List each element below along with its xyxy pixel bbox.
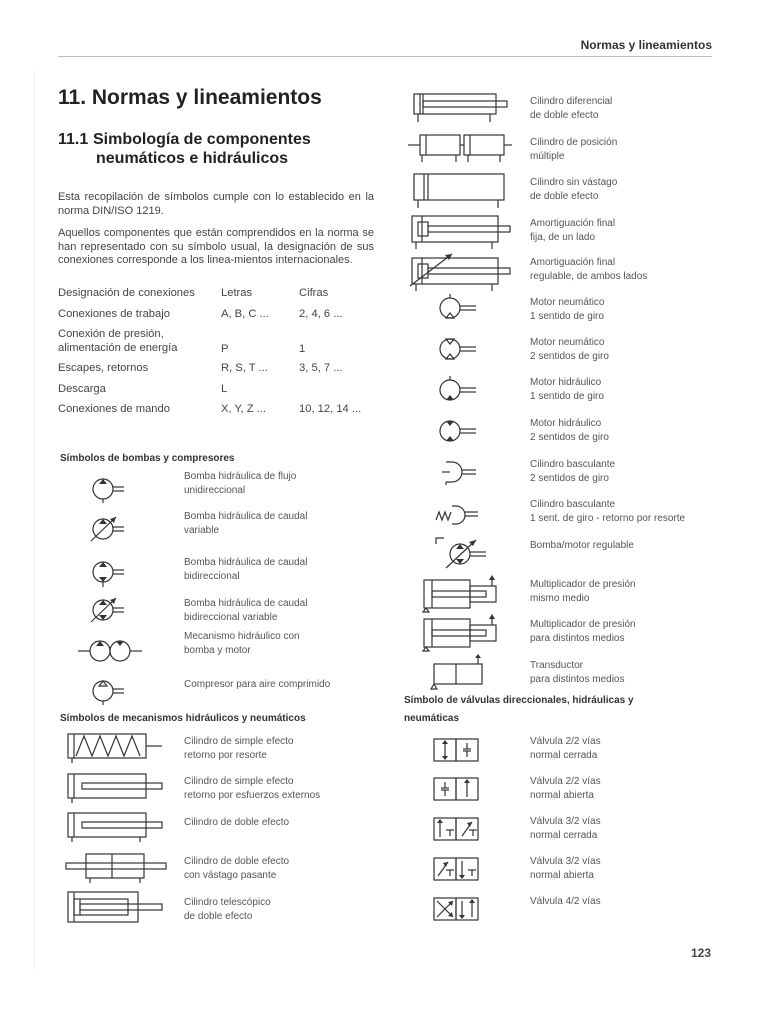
table-cell: 3, 5, 7 ... <box>299 362 343 374</box>
symbol-label-line: Cilindro de posición <box>530 137 618 148</box>
symbol-label <box>530 95 720 122</box>
symbol-label <box>530 256 720 283</box>
valve-3-2-normally-open-icon <box>432 854 482 886</box>
symbol-label-line: retorno por resorte <box>184 749 267 761</box>
symbol-label <box>530 855 720 882</box>
symbol-label-line: Cilindro de doble efecto <box>184 856 290 867</box>
symbol-label <box>530 336 720 363</box>
table-cell: L <box>221 382 228 395</box>
valves-section-title: Símbolo de válvulas direccionales, hidráulicas y <box>404 695 634 706</box>
table-cell: 1 <box>299 343 306 355</box>
table-cell: P <box>221 343 229 355</box>
pump-motor-mechanism-icon <box>78 635 144 667</box>
symbol-label <box>184 735 374 762</box>
bidirectional-pump-icon <box>88 556 128 588</box>
symbol-label-line: Mecanismo hidráulico con <box>184 631 300 642</box>
pumps-section-title: Símbolos de bombas y compresores <box>60 453 235 464</box>
symbol-label-line: Cilindro telescópico <box>184 897 271 908</box>
table-header-row <box>58 287 379 301</box>
table-cell <box>299 376 379 397</box>
valves-section-title-cont: neumáticas <box>404 713 460 724</box>
symbol-label <box>184 470 374 497</box>
symbol-label-line: Válvula 3/2 vías <box>530 816 601 827</box>
symbol-label <box>530 417 720 444</box>
table-header-cell: Designación de conexiones <box>58 287 195 299</box>
symbol-label-line: 1 sentido de giro <box>530 390 604 402</box>
symbol-label-line: Motor hidráulico <box>530 377 602 388</box>
table-row <box>58 396 379 417</box>
intro-paragraph: Aquellos componentes que están comprendidos en la norma se han representado con su símbolo usual, la designación de sus conexiones corresponde a los linea-mientos internacionales. <box>58 227 374 266</box>
symbol-label-line: 1 sent. de giro - retorno por resorte <box>530 512 686 524</box>
symbol-label <box>530 775 720 802</box>
symbol-label-line: Amortiguación final <box>530 257 616 268</box>
symbol-label-line: 2 sentidos de giro <box>530 472 609 484</box>
symbol-label-line: Bomba hidráulica de flujo <box>184 471 297 482</box>
symbol-label-line: Válvula 2/2 vías <box>530 776 601 787</box>
symbol-label <box>184 678 374 692</box>
symbol-label-line: fija, de un lado <box>530 231 596 243</box>
telescopic-cylinder-icon <box>66 890 166 926</box>
fixed-cushion-cylinder-icon <box>408 210 512 250</box>
table-cell <box>58 321 221 355</box>
symbol-label-line: de doble efecto <box>530 109 599 121</box>
symbol-label <box>530 895 720 909</box>
table-cell: Conexiones de mando <box>58 403 170 415</box>
symbol-label-line: Bomba hidráulica de caudal <box>184 557 308 568</box>
symbol-label-line: múltiple <box>530 150 565 162</box>
hydraulic-motor-one-direction-icon <box>434 374 482 406</box>
table-cell: Descarga <box>58 382 106 395</box>
symbol-label <box>184 775 374 802</box>
symbol-label-line: 2 sentidos de giro <box>530 350 609 362</box>
symbol-label-line: Motor neumático <box>530 297 605 308</box>
symbol-label-line: mismo medio <box>530 592 590 604</box>
symbol-label-line: normal cerrada <box>530 829 598 841</box>
double-rod-cylinder-icon <box>66 852 170 884</box>
symbol-label-line: Cilindro de simple efecto <box>184 736 294 747</box>
symbol-label-line: Válvula 4/2 vías <box>530 896 601 907</box>
valve-2-2-normally-closed-icon <box>432 735 482 767</box>
table-cell: 10, 12, 14 ... <box>299 403 362 415</box>
running-head: Normas y lineamientos <box>580 38 712 52</box>
pressure-intensifier-same-medium-icon <box>418 574 502 614</box>
symbol-label-line: Bomba hidráulica de caudal <box>184 511 308 522</box>
connections-table <box>58 287 379 417</box>
adjustable-pump-motor-icon <box>432 534 492 570</box>
symbol-label <box>530 578 720 605</box>
symbol-label-line: Cilindro diferencial <box>530 96 613 107</box>
symbol-label-line: de doble efecto <box>184 910 253 922</box>
symbol-label <box>184 855 374 882</box>
symbol-label-line: Cilindro basculante <box>530 459 616 470</box>
symbol-label <box>184 630 374 657</box>
symbol-label-line: 2 sentidos de giro <box>530 431 609 443</box>
table-cell: Escapes, retornos <box>58 362 149 374</box>
rodless-cylinder-icon <box>410 170 510 210</box>
symbol-label-line: regulable, de ambos lados <box>530 270 648 282</box>
single-acting-spring-return-cylinder-icon <box>66 732 166 764</box>
symbol-label-line: Cilindro basculante <box>530 499 616 510</box>
table-header-cell: Letras <box>221 287 253 299</box>
swing-cylinder-spring-return-icon <box>434 500 482 528</box>
compressor-icon <box>88 676 128 706</box>
pneumatic-motor-two-directions-icon <box>434 333 482 365</box>
symbol-label-line: de doble efecto <box>530 190 599 202</box>
page-number: 123 <box>690 946 711 960</box>
subsection-title-line2: neumáticos e hidráulicos <box>96 150 289 167</box>
table-row <box>58 355 379 376</box>
page-edge-shadow <box>34 70 35 970</box>
bidirectional-variable-pump-icon <box>88 594 128 626</box>
symbol-label-line: Multiplicador de presión <box>530 579 636 590</box>
symbol-label-line: Bomba/motor regulable <box>530 540 634 551</box>
symbol-label-line: variable <box>184 524 220 536</box>
adjustable-cushion-cylinder-icon <box>408 252 512 292</box>
symbol-label <box>530 539 720 553</box>
valve-3-2-normally-closed-icon <box>432 814 482 846</box>
variable-pump-icon <box>88 513 128 545</box>
transducer-icon <box>426 654 490 690</box>
symbol-label <box>530 136 720 163</box>
symbol-label <box>184 896 374 923</box>
valve-2-2-normally-open-icon <box>432 774 482 806</box>
valve-4-2-icon <box>432 894 482 926</box>
symbol-label-line: Motor hidráulico <box>530 418 602 429</box>
table-cell: A, B, C ... <box>221 307 269 320</box>
table-header-cell: Cifras <box>299 287 329 299</box>
symbol-label-line: Transductor <box>530 660 583 671</box>
table-row <box>58 376 379 397</box>
symbol-label-line: Cilindro de doble efecto <box>184 817 290 828</box>
header-rule <box>58 56 712 57</box>
symbol-label-line: Compresor para aire comprimido <box>184 679 331 690</box>
table-cell: X, Y, Z ... <box>221 403 266 415</box>
symbol-label <box>530 458 720 485</box>
symbol-label-line: normal cerrada <box>530 749 598 761</box>
symbol-label-line: 1 sentido de giro <box>530 310 604 322</box>
single-acting-external-return-cylinder-icon <box>66 772 166 804</box>
subsection-number: 11.1 <box>58 131 89 148</box>
symbol-label <box>530 376 720 403</box>
symbol-label-line: bidireccional variable <box>184 611 278 623</box>
symbol-label <box>530 296 720 323</box>
symbol-label <box>184 816 374 830</box>
symbol-label-line: Amortiguación final <box>530 218 616 229</box>
symbol-label <box>184 556 374 583</box>
mechanisms-section-title: Símbolos de mecanismos hidráulicos y neumáticos <box>60 713 306 724</box>
double-acting-cylinder-icon <box>66 811 166 843</box>
symbol-label <box>530 176 720 203</box>
subsection-title-line1: Simbología de componentes <box>93 131 311 148</box>
symbol-label-line: unidireccional <box>184 484 246 496</box>
symbol-label <box>530 618 720 645</box>
symbol-label-line: Multiplicador de presión <box>530 619 636 630</box>
pneumatic-motor-one-direction-icon <box>434 292 482 324</box>
symbol-label <box>530 815 720 842</box>
table-cell: 2, 4, 6 ... <box>299 307 343 320</box>
symbol-label-line: Válvula 3/2 vías <box>530 856 601 867</box>
intro-paragraph: Esta recopilación de símbolos cumple con lo establecido en la norma DIN/ISO 1219. <box>58 191 374 217</box>
symbol-label <box>184 597 374 624</box>
multi-position-cylinder-icon <box>408 130 512 164</box>
symbol-label-line: bidireccional <box>184 570 240 582</box>
symbol-label-line: Válvula 2/2 vías <box>530 736 601 747</box>
differential-cylinder-icon <box>410 90 510 124</box>
swing-cylinder-icon <box>436 458 482 486</box>
symbol-label <box>530 735 720 762</box>
symbol-label-line: con vástago pasante <box>184 869 277 881</box>
symbol-label-line: para distintos medios <box>530 632 625 644</box>
table-row <box>58 321 379 355</box>
symbol-label-line: Motor neumático <box>530 337 605 348</box>
table-cell-line: alimentación de energía <box>58 341 178 354</box>
table-cell: R, S, T ... <box>221 362 268 374</box>
symbol-label-line: normal abierta <box>530 869 594 881</box>
symbol-label-line: bomba y motor <box>184 644 251 656</box>
symbol-label-line: Bomba hidráulica de caudal <box>184 598 308 609</box>
page-title: 11. Normas y lineamientos <box>58 86 322 109</box>
symbol-label-line: retorno por esfuerzos externos <box>184 789 321 801</box>
symbol-label-line: Cilindro de simple efecto <box>184 776 294 787</box>
symbol-label <box>530 498 730 525</box>
table-cell-line: Conexión de presión, <box>58 328 164 340</box>
unidirectional-pump-icon <box>88 474 128 504</box>
symbol-label <box>530 217 720 244</box>
pressure-intensifier-different-media-icon <box>418 613 502 653</box>
symbol-label <box>184 510 374 537</box>
table-row <box>58 301 379 322</box>
symbol-label-line: para distintos medios <box>530 673 625 685</box>
table-cell: Conexiones de trabajo <box>58 307 170 320</box>
symbol-label-line: normal abierta <box>530 789 594 801</box>
symbol-label-line: Cilindro sin vástago <box>530 177 618 188</box>
hydraulic-motor-two-directions-icon <box>434 415 482 447</box>
symbol-label <box>530 659 720 686</box>
